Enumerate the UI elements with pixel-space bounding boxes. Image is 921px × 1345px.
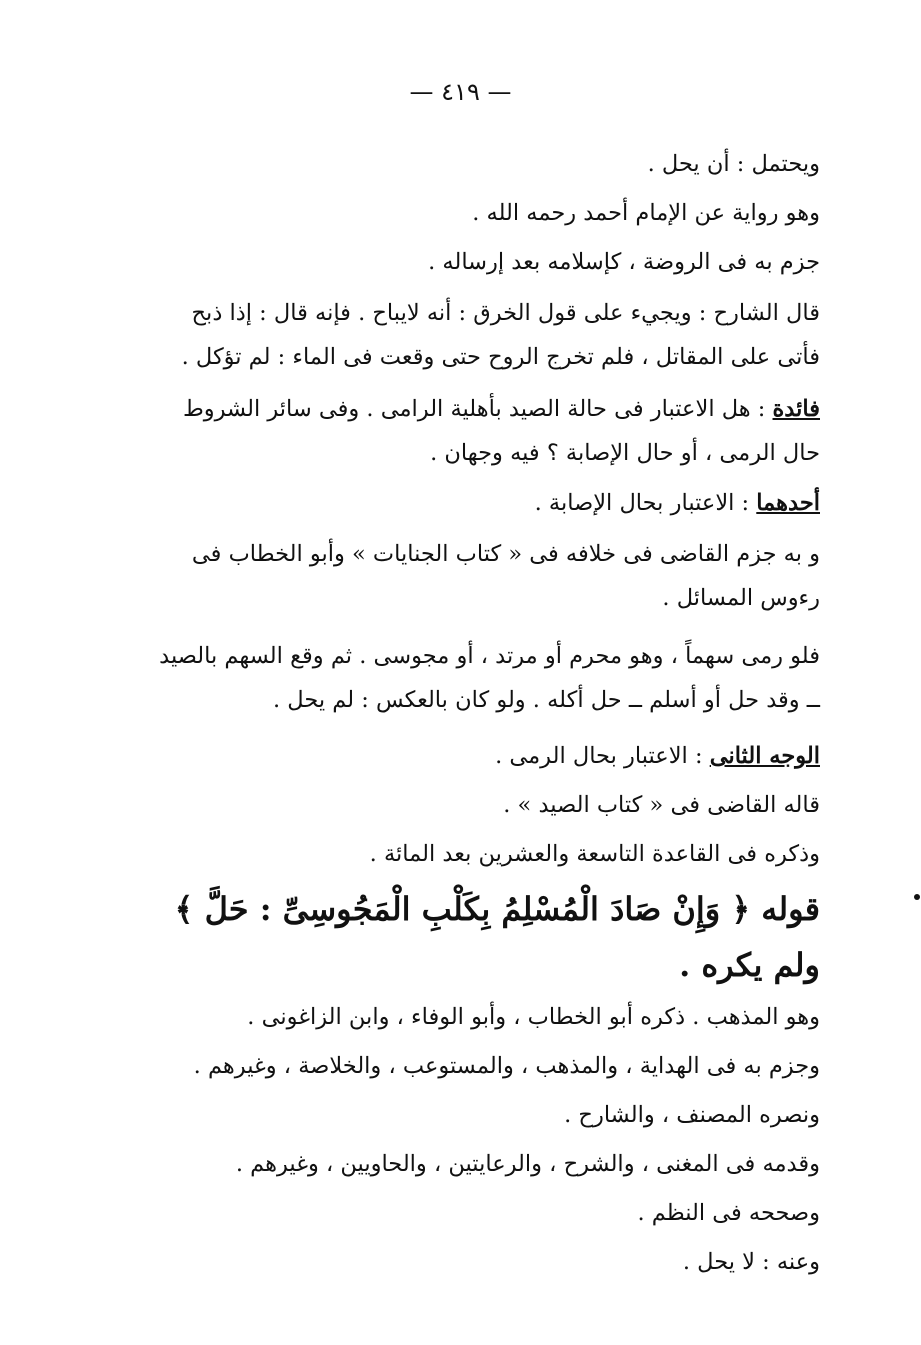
page-body: [150, 140, 820, 1287]
section-heading: أحدهما: [756, 490, 820, 516]
margin-dot: [914, 894, 920, 900]
page-number: — ٤١٩ —: [409, 78, 512, 106]
text-line: وجزم به فى الهداية ، والمذهب ، والمستوعب ، والخلاصة ، وغيرهم .: [193, 1053, 820, 1079]
text-paragraph: قال الشارح : ويجيء على قول الخرق : أنه لايباح . فإنه قال : إذا ذبح فأتى على المقاتل ، فلم تخرج الروح حتى وقعت فى الماء : لم تؤكل .: [181, 300, 820, 370]
text-line: [150, 732, 820, 781]
section-heading: فائدة: [772, 396, 820, 422]
paragraph-text: : الاعتبار بحال الإصابة .: [534, 490, 757, 516]
text-line: وهو المذهب . ذكره أبو الخطاب ، وأبو الوفاء ، وابن الزاغونى .: [247, 1004, 820, 1030]
text-paragraph: [150, 383, 820, 479]
text-paragraph: فلو رمى سهماً ، وهو محرم أو مرتد ، أو مجوسى . ثم وقع السهم بالصيد ــ وقد حل أو أسلم ــ حل أكله . ولو كان بالعكس : لم يحل .: [159, 643, 820, 713]
text-line: وعنه : لا يحل .: [682, 1249, 820, 1275]
paragraph-text: : هل الاعتبار فى حالة الصيد بأهلية الرامى . وفى سائر الشروط حال الرمى ، أو حال الإصابة ؟ فيه وجهان .: [182, 396, 820, 466]
quoted-verse-line: قوله ﴿ وَإِنْ صَادَ الْمُسْلِمُ بِكَلْبِ الْمَجُوسِىِّ : حَلَّ ﴾ ولم يكره .: [174, 890, 820, 984]
text-line: وهو رواية عن الإمام أحمد رحمه الله .: [472, 200, 820, 226]
text-line: ويحتمل : أن يحل .: [647, 151, 820, 177]
text-line: قاله القاضى فى « كتاب الصيد » .: [503, 792, 820, 818]
text-line: وصححه فى النظم .: [637, 1200, 820, 1226]
text-paragraph: و به جزم القاضى فى خلافه فى « كتاب الجنايات » وأبو الخطاب فى رءوس المسائل .: [191, 541, 820, 611]
text-line: وذكره فى القاعدة التاسعة والعشرين بعد المائة .: [369, 841, 820, 867]
text-line: ونصره المصنف ، والشارح .: [564, 1102, 820, 1128]
text-line: وقدمه فى المغنى ، والشرح ، والرعايتين ، والحاويين ، وغيرهم .: [235, 1151, 820, 1177]
text-line: [150, 479, 820, 528]
text-line: جزم به فى الروضة ، كإسلامه بعد إرساله .: [428, 249, 820, 275]
section-heading: الوجه الثانى: [709, 743, 820, 769]
paragraph-text: : الاعتبار بحال الرمى .: [495, 743, 710, 769]
